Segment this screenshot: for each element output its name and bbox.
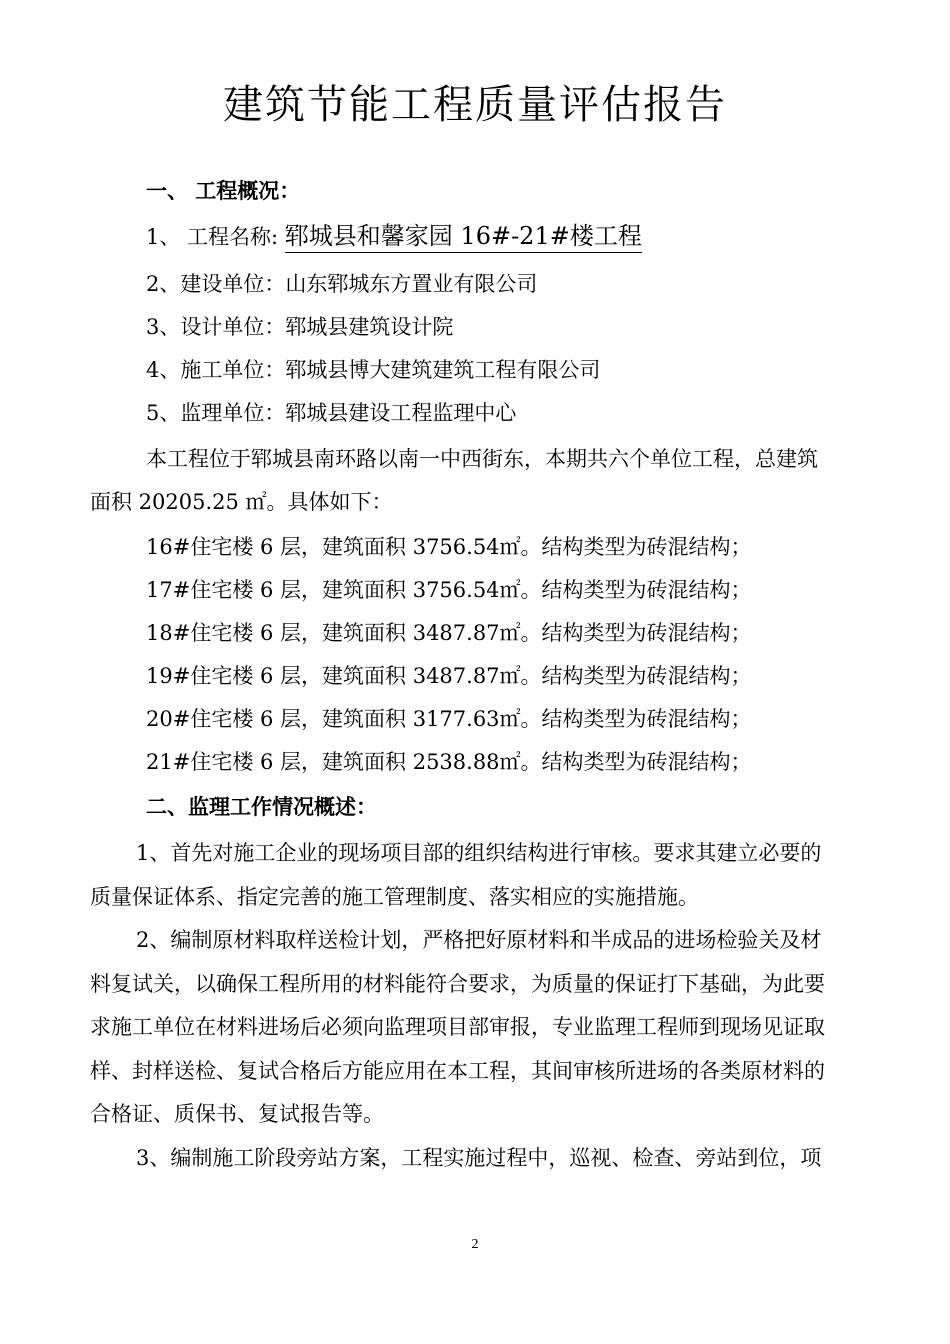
- building-item: 19#住宅楼 6 层，建筑面积 3487.87㎡。结构类型为砖混结构；: [146, 664, 752, 688]
- paragraph-line: 合格证、质保书、复试报告等。: [90, 1102, 384, 1127]
- paragraph-line: 质量保证体系、指定完善的施工管理制度、落实相应的实施措施。: [90, 884, 699, 909]
- summary-line: 本工程位于郓城县南环路以南一中西街东，本期共六个单位工程，总建筑: [146, 447, 818, 471]
- section1-heading: 一、 工程概况：: [146, 178, 301, 203]
- paragraph-line: 求施工单位在材料进场后必须向监理项目部审报，专业监理工程师到现场见证取: [90, 1015, 825, 1040]
- building-item: 21#住宅楼 6 层，建筑面积 2538.88㎡。结构类型为砖混结构；: [146, 750, 752, 774]
- paragraph-line: 料复试关，以确保工程所用的材料能符合要求，为质量的保证打下基础，为此要: [90, 971, 825, 996]
- building-item: 17#住宅楼 6 层，建筑面积 3756.54㎡。结构类型为砖混结构；: [146, 578, 752, 602]
- info-item: 4、施工单位：郓城县博大建筑建筑工程有限公司: [146, 358, 601, 382]
- paragraph-line: 2、编制原材料取样送检计划，严格把好原材料和半成品的进场检验关及材: [136, 928, 822, 952]
- building-item: 18#住宅楼 6 层，建筑面积 3487.87㎡。结构类型为砖混结构；: [146, 621, 752, 645]
- page-number: 2: [471, 1237, 479, 1252]
- building-item: 20#住宅楼 6 层，建筑面积 3177.63㎡。结构类型为砖混结构；: [146, 707, 752, 731]
- paragraph-3: [90, 1137, 860, 1181]
- project-name-row: [146, 222, 642, 251]
- project-name-label: 1、 工程名称:: [146, 225, 285, 249]
- section2-heading: 二、监理工作情况概述：: [146, 794, 377, 819]
- document-title: 建筑节能工程质量评估报告: [223, 82, 727, 128]
- paragraph-line: 样、封样送检、复试合格后方能应用在本工程，其间审核所进场的各类原材料的: [90, 1058, 825, 1083]
- info-item: 5、监理单位：郓城县建设工程监理中心: [146, 401, 517, 425]
- building-item: 16#住宅楼 6 层，建筑面积 3756.54㎡。结构类型为砖混结构；: [146, 535, 752, 559]
- paragraph-2: [90, 919, 860, 1137]
- summary-line: 面积 20205.25 ㎡。具体如下：: [90, 490, 393, 514]
- project-name-value: 郓城县和馨家园 16#-21#楼工程: [285, 222, 642, 253]
- info-item: 2、建设单位：山东郓城东方置业有限公司: [146, 272, 538, 296]
- paragraph-1: [90, 832, 860, 919]
- paragraph-line: 3、编制施工阶段旁站方案，工程实施过程中，巡视、检查、旁站到位，项: [136, 1146, 822, 1170]
- paragraph-line: 1、首先对施工企业的现场项目部的组织结构进行审核。要求其建立必要的: [136, 841, 822, 865]
- info-item: 3、设计单位：郓城县建筑设计院: [146, 315, 454, 339]
